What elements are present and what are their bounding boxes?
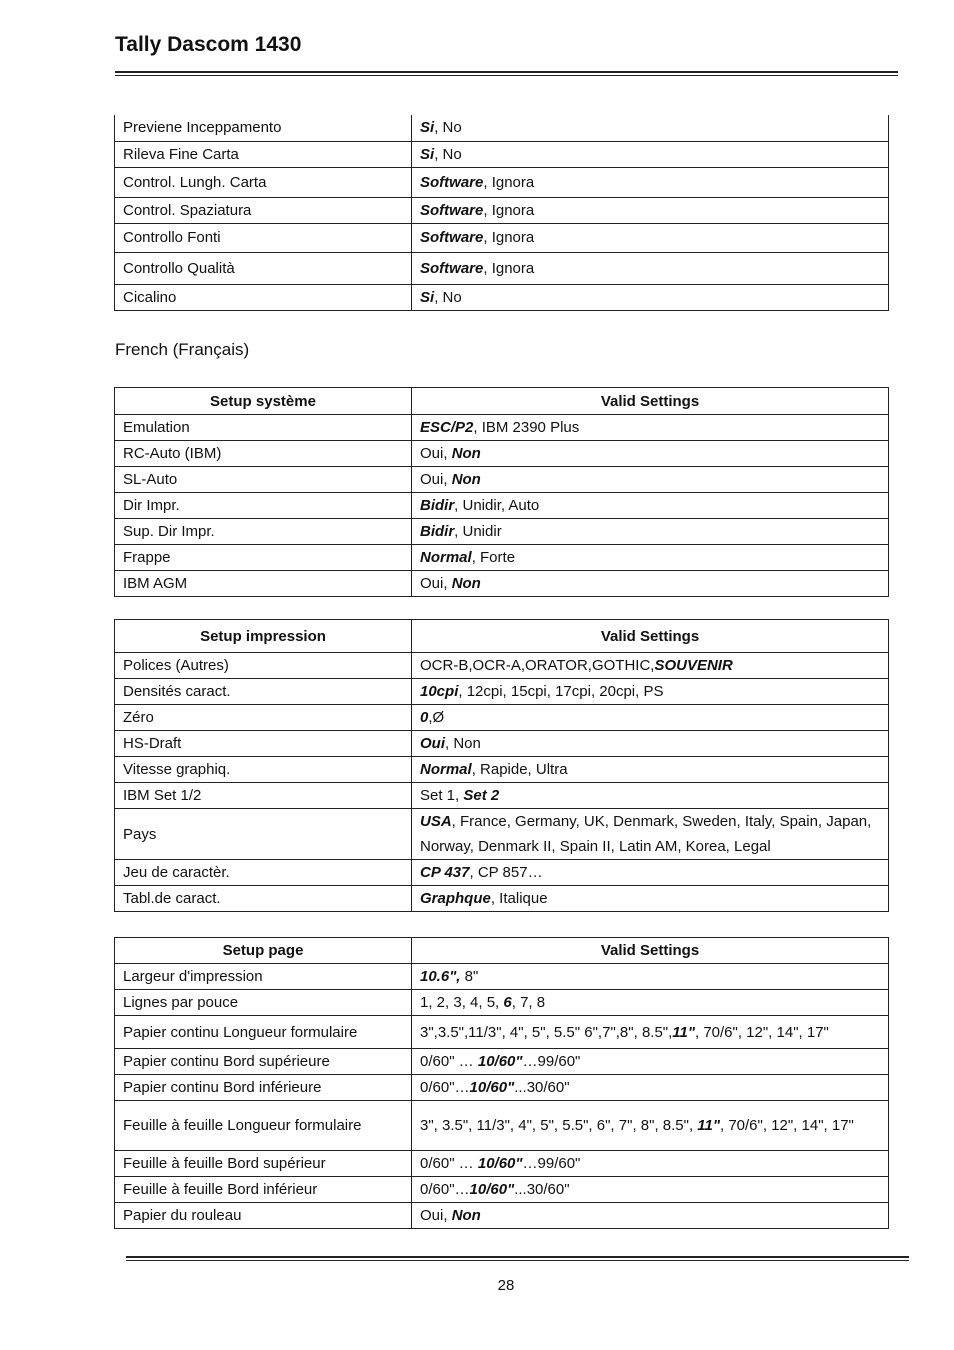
- default-value: Non: [451, 471, 481, 488]
- table-row: [115, 441, 889, 467]
- default-value: 11": [697, 1117, 720, 1134]
- setting-values: [412, 197, 889, 223]
- setting-name: Feuille à feuille Longueur formulaire: [115, 1101, 412, 1151]
- default-value: CP 437: [420, 864, 470, 881]
- default-value: 10/60": [477, 1155, 523, 1172]
- default-value: 11": [672, 1023, 695, 1041]
- table-row: [115, 415, 889, 441]
- setting-name: Sup. Dir Impr.: [115, 519, 412, 545]
- option-text: Oui,: [420, 445, 452, 462]
- setting-values: [412, 493, 889, 519]
- table-row: [115, 705, 889, 731]
- setting-name: Controllo Fonti: [115, 223, 412, 252]
- table-row: [115, 679, 889, 705]
- section-heading-french: French (Français): [115, 340, 250, 359]
- default-value: ESC/P2: [420, 419, 474, 436]
- table-row: [115, 990, 889, 1016]
- default-value: 0: [420, 709, 429, 726]
- default-value: USA: [420, 813, 452, 830]
- table-row: [115, 860, 889, 886]
- default-value: Set 2: [463, 787, 500, 804]
- default-value: Non: [451, 575, 481, 592]
- setting-values: [412, 809, 889, 860]
- setting-name: Lignes par pouce: [115, 990, 412, 1016]
- setting-values: [412, 1016, 889, 1049]
- setting-values: [412, 1075, 889, 1101]
- table-row: [115, 252, 889, 284]
- option-text: 0/60"…: [420, 1181, 470, 1198]
- setting-name: Frappe: [115, 545, 412, 571]
- table-row: [115, 1151, 889, 1177]
- table-row: [115, 731, 889, 757]
- setting-name: Cicalino: [115, 284, 412, 310]
- column-header-setting: Setup page: [115, 938, 412, 964]
- option-text: …99/60": [522, 1155, 581, 1172]
- table-row: [115, 1016, 889, 1049]
- option-text: 3",3.5",11/3", 4", 5", 5.5" 6",7",8", 8.5",: [420, 1023, 673, 1041]
- setting-values: [412, 757, 889, 783]
- default-value: Si: [420, 119, 435, 137]
- default-value: Software: [420, 173, 484, 191]
- option-text: 0/60" …: [420, 1053, 478, 1070]
- table-row: [115, 493, 889, 519]
- option-text: , Ignora: [483, 229, 535, 246]
- option-text: 1, 2, 3, 4, 5,: [420, 994, 504, 1011]
- table-row: [115, 1177, 889, 1203]
- option-text: , 70/6", 12", 14", 17": [694, 1023, 829, 1041]
- default-value: Normal: [420, 549, 472, 566]
- table-row: [115, 886, 889, 912]
- column-header-valid-settings: Valid Settings: [412, 938, 889, 964]
- option-text: , Unidir, Auto: [454, 497, 540, 514]
- setting-name: Vitesse graphiq.: [115, 757, 412, 783]
- setting-values: [412, 141, 889, 167]
- setting-name: HS-Draft: [115, 731, 412, 757]
- table-row: [115, 809, 889, 860]
- setting-values: [412, 167, 889, 197]
- column-header-valid-settings: Valid Settings: [412, 620, 889, 653]
- setting-name: Densités caract.: [115, 679, 412, 705]
- default-value: 10/60": [469, 1181, 515, 1198]
- table-row: [115, 653, 889, 679]
- setting-values: [412, 705, 889, 731]
- default-value: 10cpi: [420, 683, 459, 700]
- option-text: 0/60"…: [420, 1079, 470, 1096]
- column-header-valid-settings: Valid Settings: [412, 388, 889, 415]
- setting-values: [412, 679, 889, 705]
- option-text: ,Ø: [428, 709, 445, 726]
- option-text: , Ignora: [483, 201, 535, 219]
- setting-values: [412, 1177, 889, 1203]
- table-row: [115, 197, 889, 223]
- default-value: Non: [451, 1207, 481, 1224]
- table-header-row: [115, 938, 889, 964]
- setting-values: [412, 545, 889, 571]
- default-value: Si: [420, 145, 435, 163]
- setup-impression-table: [114, 619, 889, 912]
- setting-name: Dir Impr.: [115, 493, 412, 519]
- option-text: , Unidir: [454, 523, 502, 540]
- option-text: Set 1,: [420, 787, 464, 804]
- italian-settings-table: [114, 115, 889, 311]
- setup-systeme-table: [114, 387, 889, 597]
- setup-page-table: [114, 937, 889, 1229]
- table-row: [115, 141, 889, 167]
- setting-values: [412, 571, 889, 597]
- option-text: , No: [434, 119, 462, 137]
- default-value: 10/60": [477, 1053, 523, 1070]
- table-row: [115, 519, 889, 545]
- option-text: ...30/60": [514, 1079, 570, 1096]
- page-number: 28: [497, 1277, 515, 1294]
- option-text: 3", 3.5", 11/3", 4", 5", 5.5", 6", 7", 8", 8.5",: [420, 1117, 698, 1134]
- setting-values: [412, 1101, 889, 1151]
- option-text: , IBM 2390 Plus: [473, 419, 580, 436]
- option-text: , Ignora: [483, 259, 535, 277]
- setting-name: Polices (Autres): [115, 653, 412, 679]
- table-row: [115, 167, 889, 197]
- setting-values: [412, 964, 889, 990]
- table-header-row: [115, 388, 889, 415]
- setting-name: Previene Inceppamento: [115, 115, 412, 141]
- default-value: Non: [451, 445, 481, 462]
- default-value: 10.6",: [420, 968, 461, 985]
- setting-values: [412, 415, 889, 441]
- default-value: Bidir: [420, 497, 455, 514]
- option-text: , Rapide, Ultra: [471, 761, 568, 778]
- option-text: …99/60": [522, 1053, 581, 1070]
- option-text: , Non: [445, 735, 481, 752]
- setting-values: [412, 1151, 889, 1177]
- table-row: [115, 757, 889, 783]
- table-row: [115, 783, 889, 809]
- setting-name: Largeur d'impression: [115, 964, 412, 990]
- setting-values: [412, 1049, 889, 1075]
- option-text: , Ignora: [483, 173, 535, 191]
- footer-rule: [126, 1256, 909, 1261]
- option-text: OCR-B,OCR-A,ORATOR,GOTHIC,: [420, 657, 655, 674]
- table-row: [115, 964, 889, 990]
- setting-name: SL-Auto: [115, 467, 412, 493]
- option-text: , 7, 8: [511, 994, 546, 1011]
- table-row: [115, 223, 889, 252]
- table-row: [115, 115, 889, 141]
- setting-values: [412, 519, 889, 545]
- default-value: 10/60": [469, 1079, 515, 1096]
- setting-name: Emulation: [115, 415, 412, 441]
- option-text: , CP 857…: [469, 864, 543, 881]
- setting-name: Rileva Fine Carta: [115, 141, 412, 167]
- default-value: Bidir: [420, 523, 455, 540]
- default-value: SOUVENIR: [654, 657, 733, 674]
- option-text: , No: [434, 288, 462, 306]
- default-value: Si: [420, 288, 435, 306]
- setting-values: [412, 653, 889, 679]
- setting-name: Jeu de caractèr.: [115, 860, 412, 886]
- setting-name: Feuille à feuille Bord supérieur: [115, 1151, 412, 1177]
- table-row: [115, 467, 889, 493]
- option-text: , No: [434, 145, 462, 163]
- setting-values: [412, 467, 889, 493]
- option-text: Oui,: [420, 575, 452, 592]
- setting-name: Pays: [115, 809, 412, 860]
- default-value: Graphque: [420, 890, 491, 907]
- option-text: 8": [460, 968, 479, 985]
- default-value: Software: [420, 201, 484, 219]
- default-value: Normal: [420, 761, 472, 778]
- option-text: Oui,: [420, 471, 452, 488]
- setting-values: [412, 990, 889, 1016]
- setting-values: [412, 860, 889, 886]
- setting-name: Zéro: [115, 705, 412, 731]
- column-header-setting: Setup impression: [115, 620, 412, 653]
- table-row: [115, 1101, 889, 1151]
- column-header-setting: Setup système: [115, 388, 412, 415]
- setting-values: [412, 441, 889, 467]
- table-row: [115, 284, 889, 310]
- table-row: [115, 1049, 889, 1075]
- table-header-row: [115, 620, 889, 653]
- setting-name: IBM AGM: [115, 571, 412, 597]
- table-row: [115, 571, 889, 597]
- setting-values: [412, 223, 889, 252]
- table-row: [115, 1075, 889, 1101]
- setting-name: Papier du rouleau: [115, 1203, 412, 1229]
- setting-values: [412, 1203, 889, 1229]
- setting-values: [412, 284, 889, 310]
- default-value: 6: [503, 994, 512, 1011]
- setting-name: RC-Auto (IBM): [115, 441, 412, 467]
- option-text: , France, Germany, UK, Denmark, Sweden, Italy, Spain, Japan, Norway, Denmark II, Spain II, Latin AM, Korea, Legal: [420, 813, 872, 855]
- option-text: , Forte: [471, 549, 516, 566]
- default-value: Oui: [420, 735, 445, 752]
- setting-name: Feuille à feuille Bord inférieur: [115, 1177, 412, 1203]
- setting-name: IBM Set 1/2: [115, 783, 412, 809]
- default-value: Software: [420, 229, 484, 246]
- option-text: , Italique: [490, 890, 548, 907]
- option-text: , 12cpi, 15cpi, 17cpi, 20cpi, PS: [458, 683, 664, 700]
- setting-values: [412, 886, 889, 912]
- option-text: 0/60" …: [420, 1155, 478, 1172]
- setting-name: Tabl.de caract.: [115, 886, 412, 912]
- setting-name: Papier continu Longueur formulaire: [115, 1016, 412, 1049]
- setting-name: Control. Lungh. Carta: [115, 167, 412, 197]
- setting-values: [412, 115, 889, 141]
- setting-name: Papier continu Bord supérieure: [115, 1049, 412, 1075]
- page-title: Tally Dascom 1430: [115, 33, 302, 56]
- table-row: [115, 545, 889, 571]
- setting-name: Control. Spaziatura: [115, 197, 412, 223]
- setting-values: [412, 783, 889, 809]
- option-text: , 70/6", 12", 14", 17": [719, 1117, 854, 1134]
- option-text: Oui,: [420, 1207, 452, 1224]
- setting-name: Controllo Qualità: [115, 252, 412, 284]
- setting-name: Papier continu Bord inférieure: [115, 1075, 412, 1101]
- header-rule: [115, 71, 898, 76]
- setting-values: [412, 731, 889, 757]
- table-row: [115, 1203, 889, 1229]
- setting-values: [412, 252, 889, 284]
- option-text: ...30/60": [514, 1181, 570, 1198]
- default-value: Software: [420, 259, 484, 277]
